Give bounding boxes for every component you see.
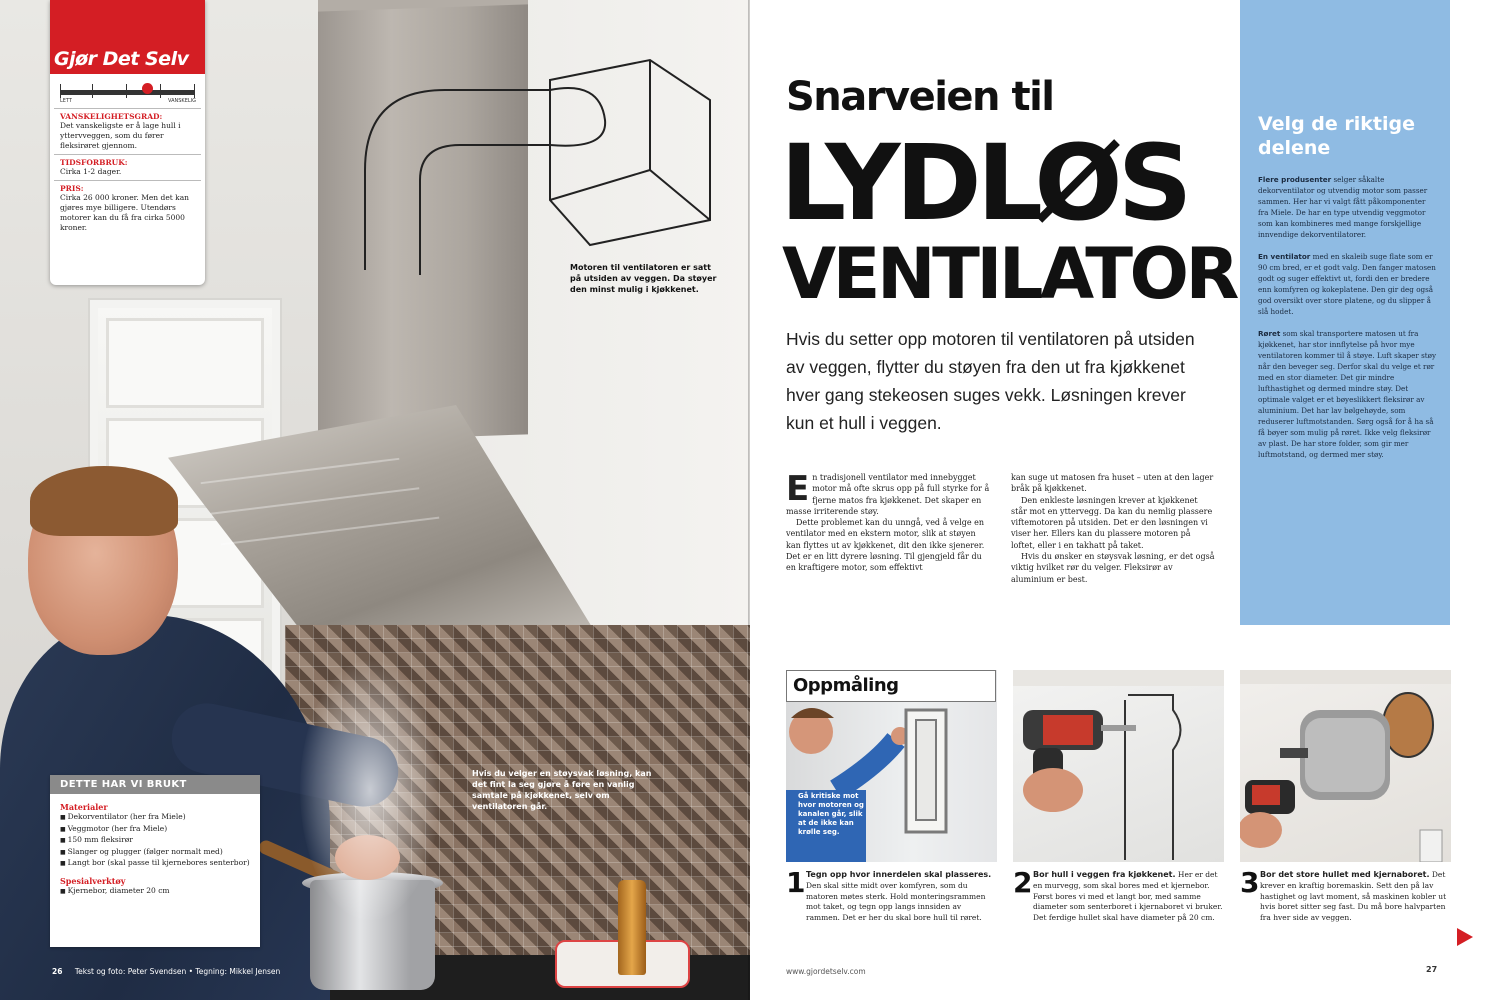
right-page bbox=[750, 0, 1500, 1000]
step-1-photo bbox=[786, 670, 997, 862]
materials-item: ■ Langt bor (skal passe til kjernebores senterbor) bbox=[60, 858, 250, 870]
materials-box bbox=[50, 775, 260, 947]
step-3-photo bbox=[1240, 670, 1451, 862]
materials-box-title: DETTE HAR VI BRUKT bbox=[50, 775, 260, 794]
step-1-number: 1 bbox=[786, 866, 806, 899]
steam-caption: Hvis du velger en støysvak løsning, kan det fint la seg gjøre å føre en vanlig samtale på kjøkkenet, selv om ventilatoren går. bbox=[472, 769, 652, 811]
headline-sub: VENTILATOR bbox=[782, 233, 1236, 315]
price-text: Cirka 26 000 kroner. Men det kan gjøres mye billigere. Utendørs motorer kan du få fra cirka 5000 kroner. bbox=[60, 193, 190, 232]
body-text bbox=[786, 469, 1216, 585]
step-3-text: Bor det store hullet med kjernaboret. Det krever en kraftig boremaskin. Sett den på lav hastighet og lavt moment, så maskinen kobler ut hvis boret sitter seg fast. Du må bore halvparten fra hver side av veggen. bbox=[1260, 870, 1447, 923]
step-1 bbox=[786, 670, 997, 923]
body-paragraph: n tradisjonell ventilator med innebygget motor må ofte skrus opp på full styrke for å fjerne matos fra kjøkkenet. Det skaper en masse irriterende støy. bbox=[786, 473, 990, 516]
price-section bbox=[54, 180, 201, 236]
tools-item: ■ Kjernebor, diameter 20 cm bbox=[60, 886, 250, 898]
sidebar-paragraph: Flere produsenter selger såkalte dekorventilator og utvendig motor som passer sammen. Her har vi valgt fått påkomponenter fra Miele. De har en type utvendig veggmotor som kan kombineres med mange forskjellige innvendige dekorventilatorer. bbox=[1258, 175, 1428, 239]
left-page-number: 26 bbox=[52, 967, 63, 976]
difficulty-marker bbox=[142, 83, 153, 94]
body-paragraph: Den enkleste løsningen krever at kjøkkenet står mot en yttervegg. Da kan du nemlig plassere viftemotoren på utsiden. Det er den løsningen vi viser her. Ellers kan du plassere motoren på loftet, eller i en takhatt på taket. bbox=[1011, 495, 1213, 550]
body-column-1 bbox=[786, 469, 991, 585]
time-section bbox=[54, 154, 201, 180]
man-hair bbox=[30, 466, 178, 536]
brand-logo: Gjør Det Selv bbox=[50, 0, 205, 74]
materials-item: ■ Dekorventilator (her fra Miele) bbox=[60, 812, 250, 824]
body-column-2 bbox=[1011, 472, 1216, 585]
step-1-text: Tegn opp hvor innerdelen skal plasseres. Den skal sitte midt over komfyren, som du matoren møtes sterk. Hold monteringsrammen mot taket, og tegn opp langs innsiden av rammen. Det er her du skal bore hull til røret. bbox=[806, 870, 992, 923]
time-text: Cirka 1-2 dager. bbox=[60, 167, 122, 176]
drop-cap: E bbox=[786, 469, 810, 509]
credits: Tekst og foto: Peter Svendsen • Tegning: Mikkel Jensen bbox=[74, 967, 281, 976]
step-2-photo bbox=[1013, 670, 1224, 862]
time-label: TIDSFORBRUK: bbox=[60, 158, 128, 167]
sidebar-paragraph: En ventilator med en skaleib suge flate som er 90 cm bred, er et godt valg. Den fanger matosen godt og suger effektivt ut, fordi den er bredere enn komfyren og kokeplatene. Den gir deg også god oversikt over store platene, og du slipper å slå hodet. bbox=[1258, 252, 1436, 316]
right-page-number: 27 bbox=[1426, 965, 1438, 974]
materials-item: ■ 150 mm fleksirør bbox=[60, 835, 250, 847]
project-info-box bbox=[50, 0, 205, 285]
sidebar-title: Velg de riktige delene bbox=[1258, 113, 1415, 159]
lead-paragraph: Hvis du setter opp motoren til ventilatoren på utsiden av veggen, flytter du støyen fra den ut fra kjøkkenet hver gang stekeosen suges vekk. Løsningen krever kun et hull i veggen. bbox=[786, 329, 1195, 433]
sidebar-paragraph: Røret som skal transportere matosen ut fra kjøkkenet, har stor innflytelse på hvor mye ventilatoren kommer til å støye. Luft skaper støy når den beveger seg. Derfor skal du velge et rør med en stor diameter. Det gir mindre lufthastighet og dermed mindre støy. Det optimale valget er et bøyeslikkert fleksirør av aluminium. Det har lav bølgehøyde, som reduserer luftmotstanden. Sørg også for å ha så få bøyer som mulig på røret. Ikke velg fleksirør av plast. De har store folder, som gir mer luftmotstand, og dermed mer støy. bbox=[1258, 329, 1437, 459]
body-paragraph: Dette problemet kan du unngå, ved å velge en ventilator med en ekstern motor, slik at støyen kan flyttes ut av kjøkkenet, dit den ikke sjenerer. Det er en litt dyrere løsning. Til gjengjeld får du en kraftigere motor, som effektivt bbox=[786, 518, 985, 573]
step-2 bbox=[1013, 670, 1224, 923]
headline-main: LYDLØS bbox=[780, 122, 1188, 244]
next-page-arrow-icon bbox=[1457, 928, 1473, 946]
difficulty-scale bbox=[56, 74, 199, 108]
price-label: PRIS: bbox=[60, 184, 84, 193]
right-folio-url: www.gjordetselv.com bbox=[786, 967, 866, 976]
steps-section bbox=[786, 670, 1451, 965]
step-3 bbox=[1240, 670, 1451, 923]
materials-item: ■ Slanger og plugger (følger normalt med) bbox=[60, 847, 250, 859]
scale-low-label: LETT bbox=[60, 98, 72, 104]
steam bbox=[300, 660, 440, 920]
step-1-photo-caption: Gå kritiske mot hvor motoren og kanalen går, slik at de ikke kan krølle seg. bbox=[798, 792, 864, 836]
scale-high-label: VANSKELIG bbox=[168, 98, 197, 104]
step-2-number: 2 bbox=[1013, 866, 1033, 899]
materials-item: ■ Veggmotor (her fra Miele) bbox=[60, 824, 250, 836]
body-paragraph: Hvis du ønsker en støysvak løsning, er det også viktig hvilket rør du velger. Fleksirør av aluminium er best. bbox=[1011, 552, 1215, 584]
tools-label: Spesialverktøy bbox=[60, 875, 126, 886]
bottle bbox=[618, 880, 646, 975]
headline-kicker: Snarveien til bbox=[786, 74, 1054, 120]
body-paragraph: kan suge ut matosen fra huset – uten at den lager bråk på kjøkkenet. bbox=[1011, 473, 1214, 494]
materials-label: Materialer bbox=[60, 802, 108, 812]
motor-caption: Motoren til ventilatoren er satt på utsiden av veggen. Da støyer den minst mulig i kjøkkenet. bbox=[570, 263, 717, 294]
left-folio bbox=[52, 967, 280, 976]
step-2-text: Bor hull i veggen fra kjøkkenet. Her er det en murvegg, som skal bores med et kjernebor. Først bores vi med et langt bor, med samme diameter som senterboret i kjernaboret vi bruker. Det ferdige hullet skal have diameter på 20 cm. bbox=[1033, 870, 1223, 923]
difficulty-label: VANSKELIGHETSGRAD: bbox=[60, 112, 163, 121]
difficulty-text: Det vanskeligste er å lage hull i yttervveggen, som du fører fleksirøret gjennom. bbox=[60, 121, 181, 150]
difficulty-section bbox=[54, 108, 201, 154]
sidebar-box bbox=[1240, 0, 1450, 625]
step-3-number: 3 bbox=[1240, 866, 1260, 899]
section-label: Oppmåling bbox=[786, 670, 996, 702]
